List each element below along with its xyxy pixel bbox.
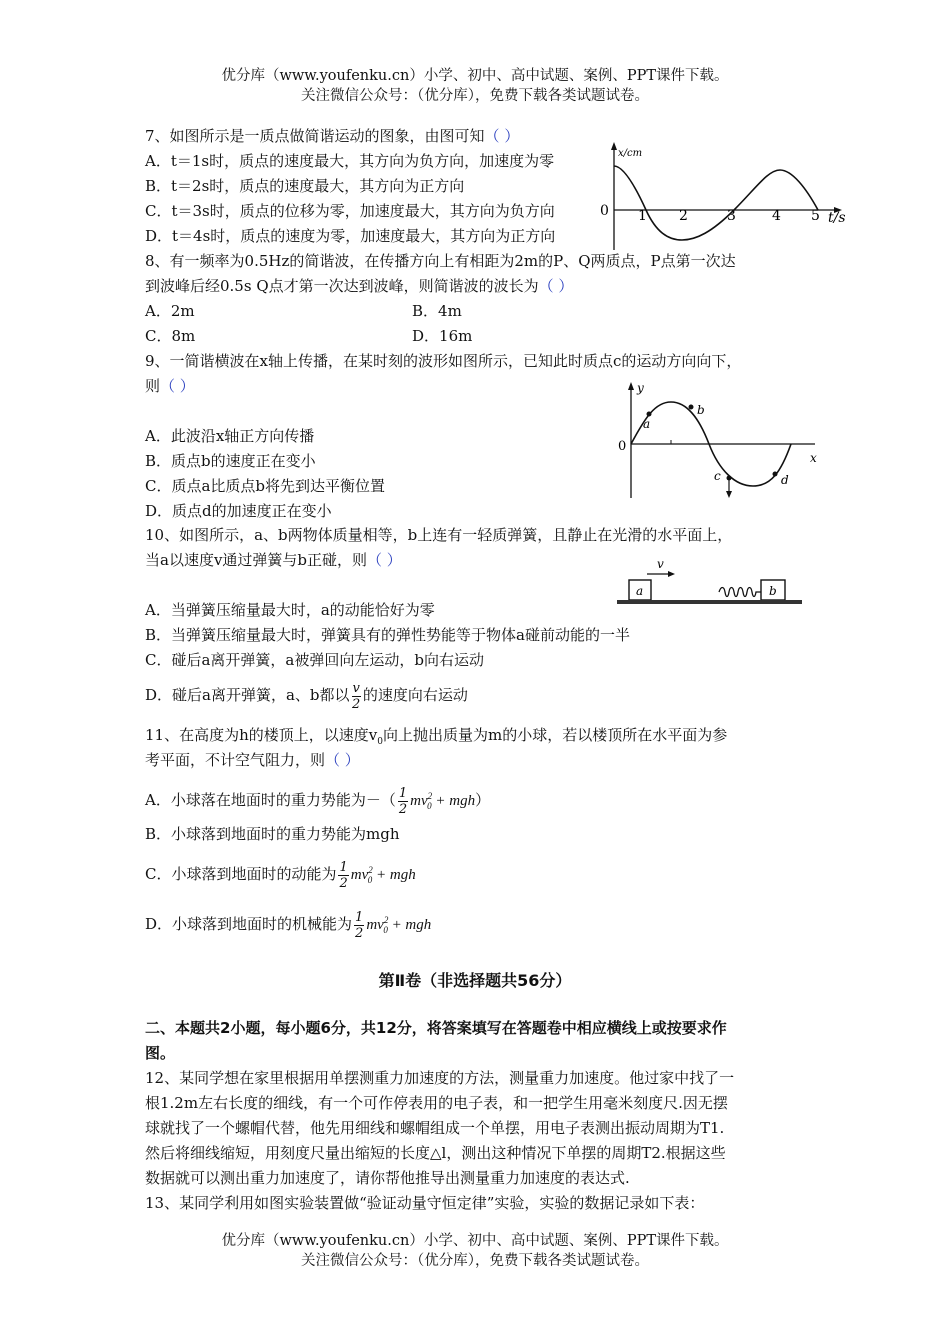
q7-tick-4: 4 [772,208,781,224]
q12-line-3: 球就找了一个螺帽代替，他先用细线和螺帽组成一个单摆，用电子表测出振动周期为T1. [145,1119,725,1137]
q7-answer-blank: （ ） [484,127,520,145]
q10-option-a: A．当弹簧压缩量最大时，a的动能恰好为零 [145,601,435,619]
q11-c-tail: + mgh [376,867,416,883]
q11-option-d-pre: D．小球落到地面时的机械能为 [145,915,353,933]
q10-line-2 [145,550,402,570]
q11-option-d [145,904,431,946]
section-2-instruction-1: 二、本题共2小题，每小题6分，共12分，将答案填写在答题卷中相应横线上或按要求作 [145,1019,727,1037]
q10-answer-blank: （ ） [367,551,402,569]
q10-ground [617,600,802,604]
q7-tick-3: 3 [727,208,736,224]
q7-y-label: x/cm [618,148,643,159]
q9-answer-blank: （ ） [160,377,195,395]
q11-a-fraction-den: 2 [398,801,408,817]
q7-option-b: B．t＝2s时，质点的速度最大，其方向为正方向 [145,177,465,195]
q11-c-mv: mv [350,867,369,883]
q10-block-a-label: a [636,584,644,598]
q9-y-label: y [637,381,644,395]
q9-point-d [773,472,778,477]
q7-tick-1: 1 [638,208,647,224]
q10-option-d-pre: D．碰后a离开弹簧，a、b都以 [145,686,350,704]
q10-spring [719,588,761,597]
q8-line-1: 8、有一频率为0.5Hz的简谐波，在传播方向上有相距为2m的P、Q两质点，P点第一次达 [145,252,736,270]
q10-collision-figure [615,556,810,608]
q9-x-label: x [810,451,817,465]
q11-option-c-pre: C．小球落到地面时的动能为 [145,865,337,883]
q11-answer-blank: （ ） [325,751,360,769]
q8-option-b: B．4m [412,302,462,320]
q7-tick-5: 5 [811,208,820,224]
q7-x-label: t/s [828,210,846,226]
q11-v0-subscript: 0 [377,737,383,747]
q11-option-a [145,780,490,822]
q10-fraction-num: v [352,680,360,696]
q11-a-tail: + mgh [435,793,476,809]
section-2-title: 第Ⅱ卷（非选择题共56分） [378,971,572,990]
footer-line-1: 优分库（www.youfenku.cn）小学、初中、高中试题、案例、PPT课件下载。 [221,1233,729,1249]
q11-option-c [145,854,416,896]
q12-line-4: 然后将细线缩短，用刻度尺量出缩短的长度△l，测出这种情况下单摆的周期T2.根据这些 [145,1144,726,1162]
q7-tick-2: 2 [679,208,688,224]
q12-line-5: 数据就可以测出重力加速度了，请你帮他推导出测量重力加速度的表达式. [145,1169,630,1187]
q9-option-a: A．此波沿x轴正方向传播 [145,427,315,445]
q7-option-a: A．t＝1s时，质点的速度最大，其方向为负方向，加速度为零 [145,152,555,170]
section-2-instruction-2: 图。 [145,1044,176,1062]
q9-line-1: 9、一简谐横波在x轴上传播，在某时刻的波形如图所示，已知此时质点c的运动方向向下， [145,352,742,370]
q11-line-1-pre: 11、在高度为h的楼顶上，以速度v [145,726,378,744]
q11-option-b: B．小球落到地面时的重力势能为mgh [145,825,400,843]
q9-point-b [689,405,694,410]
q9-wave-graph [615,380,825,500]
q11-line-1-post: 向上抛出质量为m的小球，若以楼顶所在水平面为参 [382,726,728,744]
q9-point-a [647,412,652,417]
q9-origin-label: 0 [618,439,627,454]
q11-option-a-pre: A．小球落在地面时的重力势能为－（ [145,791,396,809]
q11-c-fraction [338,860,348,891]
q11-line-2 [145,750,360,770]
q9-line-2-text: 则 [145,377,161,395]
q10-block-b-label: b [769,584,777,598]
q11-line-1 [145,725,727,752]
q10-line-2-text: 当a以速度v通过弹簧与b正碰，则 [145,551,368,569]
q7-option-c: C．t＝3s时，质点的位移为零，加速度最大，其方向为负方向 [145,202,555,220]
q11-c-fraction-den: 2 [339,875,348,891]
q10-fraction-v-over-2 [352,681,361,712]
q11-a-fraction-num: 1 [398,785,408,801]
q11-d-fraction-den: 2 [355,925,364,941]
q10-option-b: B．当弹簧压缩量最大时，弹簧具有的弹性势能等于物体a碰前动能的一半 [145,626,630,644]
q9-line-2 [145,376,195,396]
q11-a-expression [410,793,475,809]
q9-option-d: D．质点d的加速度正在变小 [145,502,332,520]
q11-a-mv: mv [410,793,428,809]
q7-y-axis-arrow [611,142,617,150]
q10-option-c: C．碰后a离开弹簧，a被弹回向左运动，b向右运动 [145,651,484,669]
q9-label-d: d [781,473,789,487]
q8-line-2 [145,276,573,296]
q7-stem [145,126,519,146]
q9-c-arrow-head [726,491,732,498]
q9-y-axis-arrow [628,382,634,390]
q10-line-1: 10、如图所示，a、b两物体质量相等，b上连有一轻质弹簧，且静止在光滑的水平面上， [145,526,733,544]
q11-d-sub: 0 [383,925,388,935]
q7-origin-label: 0 [600,203,609,219]
q7-stem-text: 7、如图所示是一质点做简谐运动的图象，由图可知 [145,127,485,145]
q11-c-fraction-num: 1 [339,859,348,875]
q9-label-b: b [697,403,705,417]
q11-a-fraction [398,786,408,817]
q10-option-d [145,680,468,712]
q10-velocity-label: v [657,557,664,571]
q11-d-mv: mv [366,917,384,933]
q11-line-2-text: 考平面，不计空气阻力，则 [145,751,326,769]
q8-option-a: A．2m [145,302,195,320]
q7-cosine-curve [614,166,818,240]
header-line-1: 优分库（www.youfenku.cn）小学、初中、高中试题、案例、PPT课件下载。 [221,68,729,84]
q10-fraction-den: 2 [352,696,361,712]
q8-line-2-text: 到波峰后经0.5s Q点才第一次达到波峰，则简谐波的波长为 [145,277,539,295]
q13-line-1: 13、某同学利用如图实验装置做“验证动量守恒定律”实验，实验的数据记录如下表： [145,1194,705,1212]
q7-shm-graph [600,140,860,255]
q11-d-expression [366,917,431,933]
q9-label-c: c [714,469,721,483]
q11-a-sub: 0 [427,801,432,811]
footer-line-2: 关注微信公众号：（优分库），免费下载各类试题试卷。 [301,1253,649,1269]
q10-velocity-arrow-head [668,571,675,577]
q8-option-c: C．8m [145,327,196,345]
q12-line-2: 根1.2m左右长度的细线，有一个可作停表用的电子表，和一把学生用毫米刻度尺.因无摆 [145,1094,728,1112]
q9-option-c: C．质点a比质点b将先到达平衡位置 [145,477,386,495]
q7-option-d: D．t＝4s时，质点的速度为零，加速度最大，其方向为正方向 [145,227,556,245]
q11-d-fraction-num: 1 [355,909,364,925]
q12-line-1: 12、某同学想在家里根据用单摆测重力加速度的方法，测量重力加速度。他过家中找了一 [145,1069,735,1087]
q11-option-a-post: ） [475,791,491,809]
q8-answer-blank: （ ） [538,277,574,295]
header-line-2: 关注微信公众号：（优分库），免费下载各类试题试卷。 [301,88,649,104]
q11-d-sup: 2 [383,915,389,925]
q10-option-d-post: 的速度向右运动 [362,686,468,704]
q11-c-sup: 2 [368,865,373,875]
q8-option-d: D．16m [412,327,473,345]
q9-label-a: a [643,417,651,431]
q11-d-fraction [354,910,364,941]
q11-d-tail: + mgh [391,917,432,933]
q9-option-b: B．质点b的速度正在变小 [145,452,316,470]
q11-c-expression [351,867,416,883]
q11-a-sup: 2 [427,791,433,801]
q11-c-sub: 0 [367,875,373,885]
